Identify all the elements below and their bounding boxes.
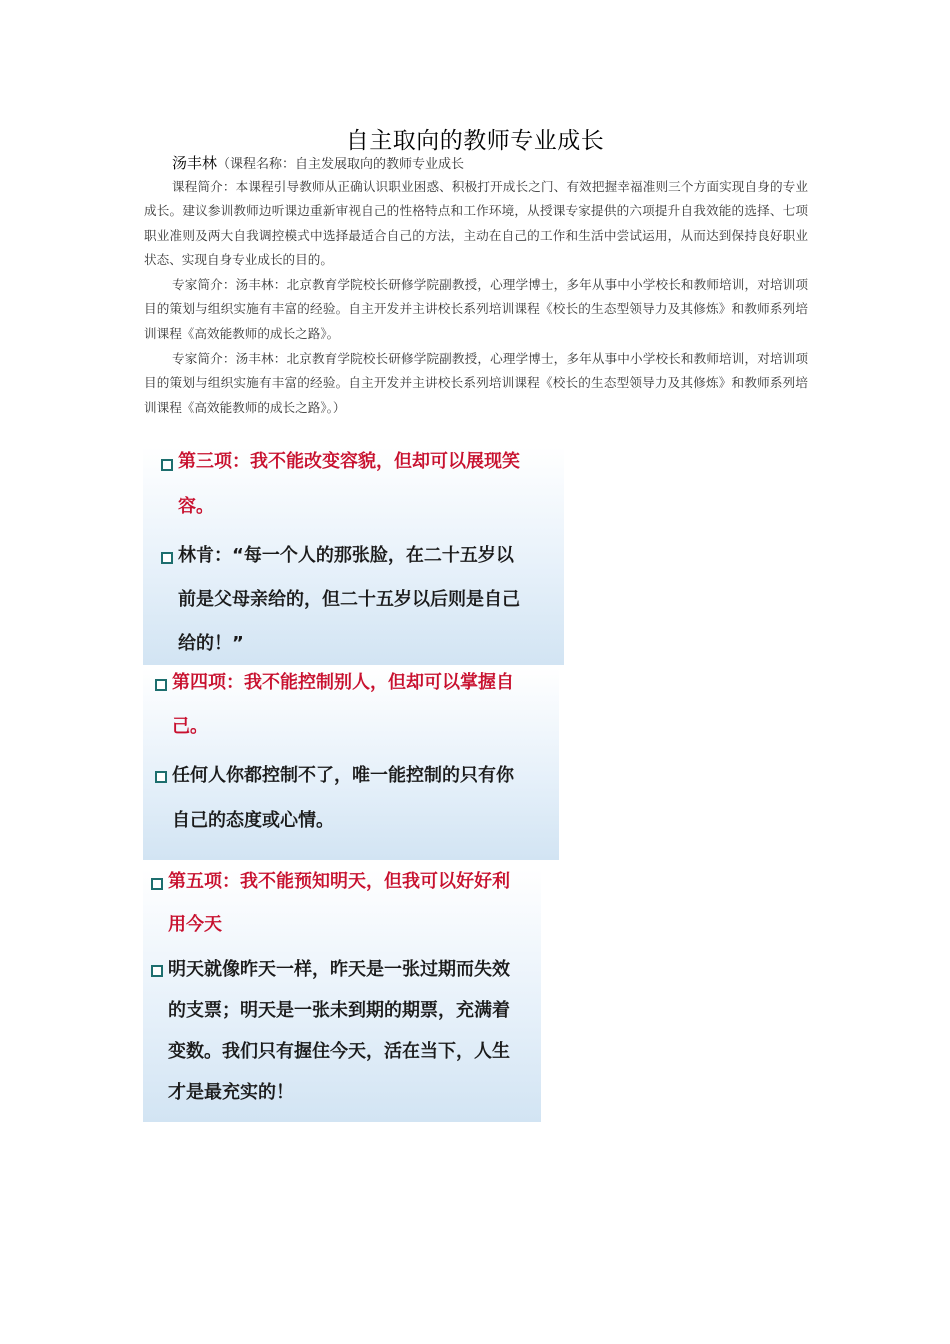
expert-intro-paragraph-2: 专家简介：汤丰林：北京教育学院校长研修学院副教授，心理学博士，多年从事中小学校长和教师培训，对培训项目的策划与组织实施有丰富的经验。自主开发并主讲校长系列培训课程《校长的生态型领导力及其修炼》和教师系列培训课程《高效能教师的成长之路》。） xyxy=(144,350,808,415)
bullet-square-icon xyxy=(161,459,173,471)
bullet-square-icon xyxy=(155,679,167,691)
slide-1-body-line-1: 林肯：“每一个人的那张脸，在二十五岁以 xyxy=(178,545,514,566)
slide-1-body-line-2: 前是父母亲给的，但二十五岁以后则是自己 xyxy=(178,589,520,610)
slide-1-heading-line-1: 第三项：我不能改变容貌，但却可以展现笑 xyxy=(178,451,520,472)
slide-image-3 xyxy=(143,869,541,1122)
slide-2-body-line-2: 自己的态度或心情。 xyxy=(172,810,334,831)
course-intro-paragraph: 课程简介：本课程引导教师从正确认识职业困惑、积极打开成长之门、有效把握幸福准则三个方面实现自身的专业成长。建议参训教师边听课边重新审视自己的性格特点和工作环境，从授课专家提供的六项提升自我效能的选择、七项职业准则及两大自我调控模式中选择最适合自己的方法，主动在自己的工作和生活中尝试运用，从而达到保持良好职业状态、实现自身专业成长的目的。 xyxy=(144,178,808,268)
slide-3-body-line-3: 变数。我们只有握住今天，活在当下，人生 xyxy=(168,1041,510,1062)
slide-3-body-line-4: 才是最充实的！ xyxy=(168,1082,294,1103)
course-note: （课程名称：自主发展取向的教师专业成长 xyxy=(217,157,465,172)
author-name: 汤丰林 xyxy=(172,154,218,172)
slide-3-body-line-2: 的支票；明天是一张未到期的期票，充满着 xyxy=(168,1000,510,1021)
bullet-square-icon xyxy=(155,771,167,783)
author-line xyxy=(172,152,464,173)
slide-image-1 xyxy=(143,447,564,665)
slide-image-2 xyxy=(143,668,559,860)
slide-1-body-line-3: 给的！” xyxy=(178,633,244,654)
slide-3-heading-line-2: 用今天 xyxy=(168,914,222,935)
bullet-square-icon xyxy=(151,965,163,977)
expert-intro-paragraph-1: 专家简介：汤丰林：北京教育学院校长研修学院副教授，心理学博士，多年从事中小学校长和教师培训，对培训项目的策划与组织实施有丰富的经验。自主开发并主讲校长系列培训课程《校长的生态型领导力及其修炼》和教师系列培训课程《高效能教师的成长之路》。 xyxy=(144,276,808,341)
slide-3-body-line-1: 明天就像昨天一样，昨天是一张过期而失效 xyxy=(168,959,510,980)
document-title: 自主取向的教师专业成长 xyxy=(345,128,605,154)
slide-2-body-line-1: 任何人你都控制不了，唯一能控制的只有你 xyxy=(172,765,514,786)
slide-2-heading-line-2: 己。 xyxy=(172,716,208,737)
bullet-square-icon xyxy=(151,878,163,890)
bullet-square-icon xyxy=(161,552,173,564)
slide-2-heading-line-1: 第四项：我不能控制别人，但却可以掌握自 xyxy=(172,672,514,693)
slide-3-heading-line-1: 第五项：我不能预知明天，但我可以好好利 xyxy=(168,871,510,892)
slide-1-heading-line-2: 容。 xyxy=(178,496,214,517)
